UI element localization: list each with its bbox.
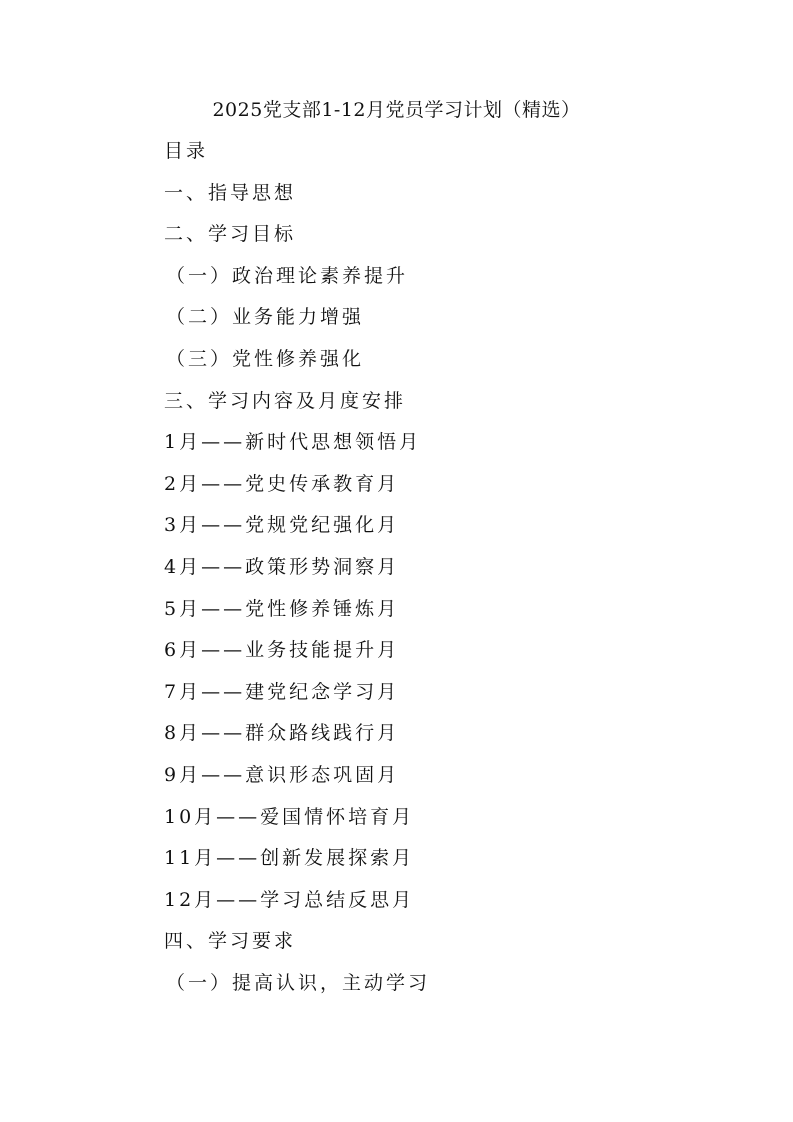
toc-item-month-3[interactable]: 3月——党规党纪强化月	[164, 514, 400, 537]
toc-item-month-4[interactable]: 4月——政策形势洞察月	[164, 555, 400, 578]
toc-item-month-9[interactable]: 9月——意识形态巩固月	[164, 763, 400, 786]
toc-item-month-2[interactable]: 2月——党史传承教育月	[164, 472, 400, 495]
toc-item-learning-requirements[interactable]: 四、学习要求	[164, 930, 297, 953]
toc-heading: 目录	[164, 140, 209, 162]
toc-item-month-10[interactable]: 10月——爱国情怀培育月	[164, 805, 415, 828]
toc-item-month-5[interactable]: 5月——党性修养锤炼月	[164, 597, 400, 620]
toc-item-content-schedule[interactable]: 三、学习内容及月度安排	[164, 389, 407, 412]
toc-item-month-11[interactable]: 11月——创新发展探索月	[164, 847, 415, 870]
toc-item-month-8[interactable]: 8月——群众路线践行月	[164, 722, 400, 745]
toc-item-political-theory[interactable]: （一）政治理论素养提升	[166, 264, 409, 287]
toc-item-month-1[interactable]: 1月——新时代思想领悟月	[164, 431, 422, 454]
toc-item-raise-awareness[interactable]: （一）提高认识，主动学习	[166, 971, 431, 994]
toc-item-month-12[interactable]: 12月——学习总结反思月	[164, 888, 415, 911]
toc-item-guiding-ideology[interactable]: 一、指导思想	[164, 181, 297, 204]
toc-item-month-7[interactable]: 7月——建党纪念学习月	[164, 680, 400, 703]
table-of-contents	[164, 137, 430, 1010]
toc-item-month-6[interactable]: 6月——业务技能提升月	[164, 639, 400, 662]
toc-item-business-ability[interactable]: （二）业务能力增强	[166, 306, 365, 329]
toc-item-party-spirit[interactable]: （三）党性修养强化	[166, 347, 365, 370]
document-title: 2025党支部1-12月党员学习计划（精选）	[212, 99, 581, 121]
toc-item-learning-goals[interactable]: 二、学习目标	[164, 223, 297, 246]
